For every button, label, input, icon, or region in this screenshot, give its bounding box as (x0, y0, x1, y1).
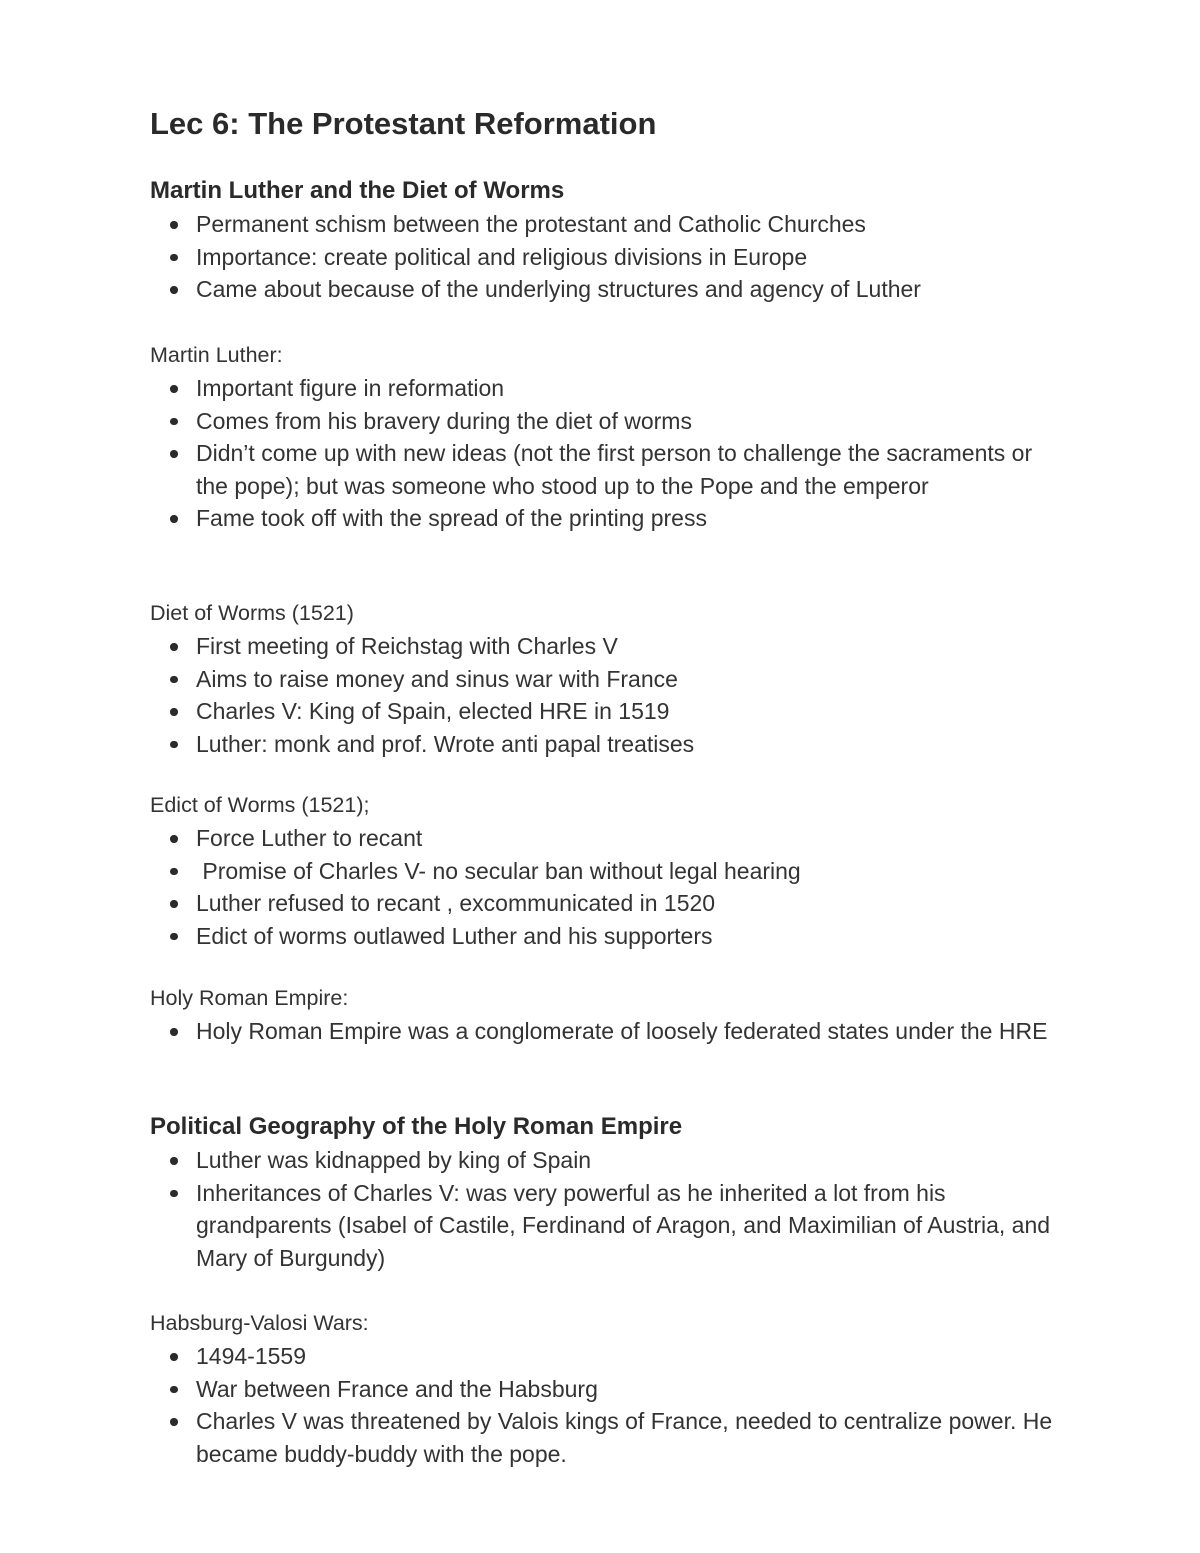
bullet-icon (170, 286, 178, 294)
section-holy-roman-empire (150, 983, 1070, 1048)
list-item: Came about because of the underlying structures and agency of Luther (150, 273, 1070, 306)
bullet-icon (170, 515, 178, 523)
bullet-icon (170, 418, 178, 426)
bullet-list (150, 822, 1070, 952)
list-item: Fame took off with the spread of the printing press (150, 502, 1070, 535)
bullet-icon (170, 643, 178, 651)
bullet-icon (170, 221, 178, 229)
section-heading: Political Geography of the Holy Roman Empire (150, 1113, 683, 1140)
list-item: Force Luther to recant (150, 822, 1070, 855)
list-item: War between France and the Habsburg (150, 1373, 1070, 1406)
section-label: Diet of Worms (1521) (150, 601, 354, 625)
list-item: Luther: monk and prof. Wrote anti papal treatises (150, 728, 1070, 761)
bullet-icon (170, 254, 178, 262)
list-item: Charles V: King of Spain, elected HRE in 1519 (150, 695, 1070, 728)
section-heading: Martin Luther and the Diet of Worms (150, 177, 565, 204)
list-item: Holy Roman Empire was a conglomerate of loosely federated states under the HRE (150, 1015, 1070, 1048)
bullet-icon (170, 1386, 178, 1394)
bullet-icon (170, 933, 178, 941)
section-martin-luther (150, 340, 1070, 535)
bullet-icon (170, 708, 178, 716)
list-item: Inheritances of Charles V: was very powerful as he inherited a lot from his grandparents (Isabel of Castile, Ferdinand of Aragon, and Maximilian of Austria, and Mary of Burgundy) (150, 1177, 1070, 1275)
section-edict-of-worms (150, 790, 1070, 952)
list-item: Importance: create political and religious divisions in Europe (150, 241, 1070, 274)
bullet-icon (170, 741, 178, 749)
bullet-icon (170, 676, 178, 684)
bullet-icon (170, 1190, 178, 1198)
list-item: 1494-1559 (150, 1340, 1070, 1373)
list-item: Edict of worms outlawed Luther and his supporters (150, 920, 1070, 953)
list-item: First meeting of Reichstag with Charles V (150, 630, 1070, 663)
document-title-block (150, 106, 1070, 142)
list-item: Aims to raise money and sinus war with France (150, 663, 1070, 696)
bullet-icon (170, 1028, 178, 1036)
section-label: Edict of Worms (1521); (150, 793, 370, 817)
section-martin-luther-diet (150, 176, 1070, 306)
bullet-list (150, 1340, 1070, 1470)
list-item: Charles V was threatened by Valois kings of France, needed to centralize power. He became buddy-buddy with the pope. (150, 1405, 1070, 1470)
bullet-list (150, 372, 1070, 535)
list-item: Comes from his bravery during the diet of worms (150, 405, 1070, 438)
list-item: Luther was kidnapped by king of Spain (150, 1144, 1070, 1177)
page-title: Lec 6: The Protestant Reformation (150, 106, 657, 141)
section-label: Martin Luther: (150, 343, 283, 367)
section-label: Holy Roman Empire: (150, 986, 349, 1010)
section-diet-of-worms (150, 598, 1070, 760)
bullet-icon (170, 385, 178, 393)
bullet-icon (170, 450, 178, 458)
list-item: Promise of Charles V- no secular ban without legal hearing (150, 855, 1070, 888)
bullet-icon (170, 1418, 178, 1426)
section-political-geography (150, 1112, 1070, 1274)
list-item: Important figure in reformation (150, 372, 1070, 405)
bullet-list (150, 630, 1070, 760)
list-item: Permanent schism between the protestant and Catholic Churches (150, 208, 1070, 241)
bullet-icon (170, 900, 178, 908)
bullet-icon (170, 868, 178, 876)
list-item: Luther refused to recant , excommunicated in 1520 (150, 887, 1070, 920)
bullet-icon (170, 835, 178, 843)
bullet-list (150, 1015, 1070, 1048)
list-item: Didn’t come up with new ideas (not the first person to challenge the sacraments or the pope); but was someone who stood up to the Pope and the emperor (150, 437, 1070, 502)
bullet-list (150, 208, 1070, 306)
bullet-icon (170, 1157, 178, 1165)
section-habsburg-valosi-wars (150, 1308, 1070, 1470)
section-label: Habsburg-Valosi Wars: (150, 1311, 369, 1335)
bullet-list (150, 1144, 1070, 1274)
bullet-icon (170, 1353, 178, 1361)
